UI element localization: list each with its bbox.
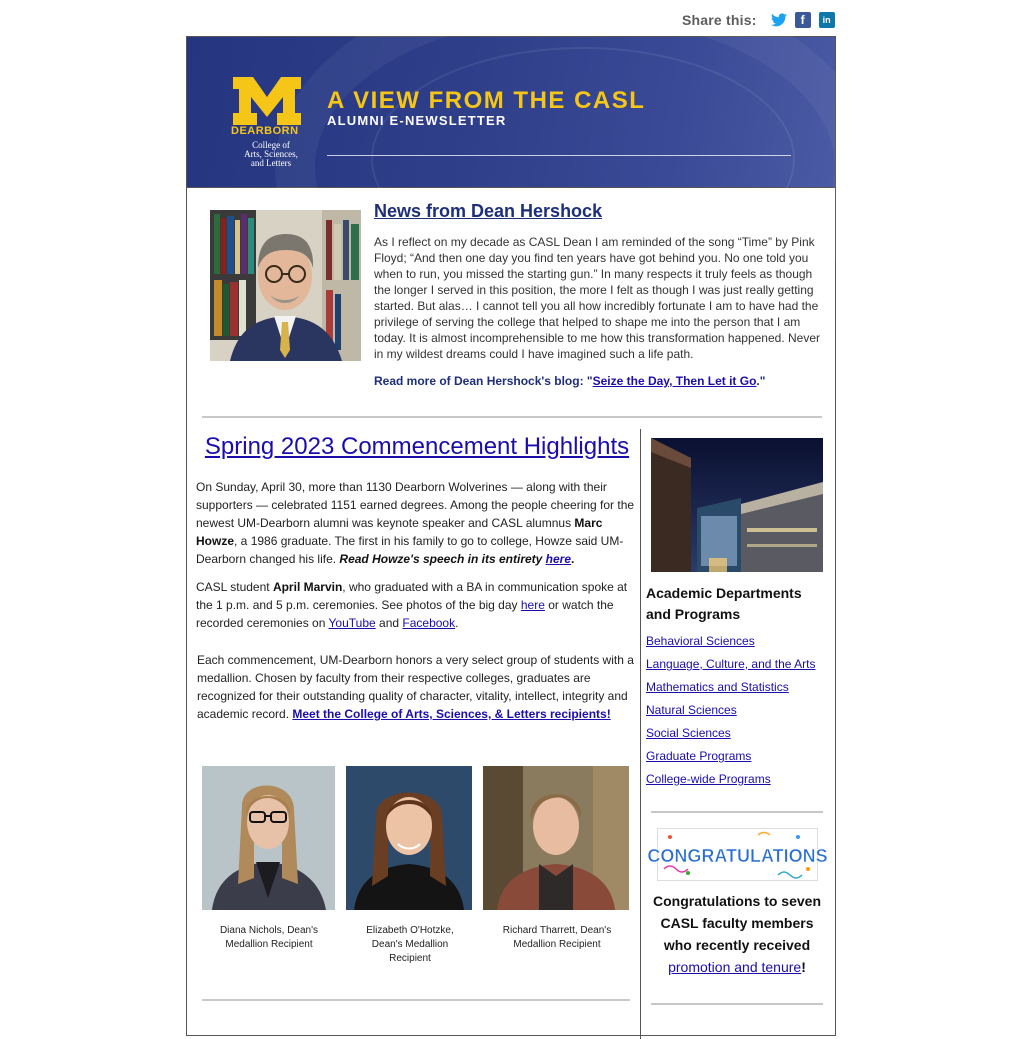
medallion-recipients-link[interactable]: Meet the College of Arts, Sciences, & Letters recipients! [292, 707, 611, 721]
logo-dearborn: DEARBORN [231, 125, 299, 137]
dean-photo [210, 210, 361, 361]
logo-college-name: College of Arts, Sciences, and Letters [244, 140, 298, 168]
dept-link-college-wide-programs[interactable]: College-wide Programs [646, 772, 771, 786]
dean-news-body: As I reflect on my decade as CASL Dean I am reminded of the song “Time” by Pink Floyd; “And then one day you find ten years have got behind you. No one told you when to run, you missed the starting gun.” In many respects it truly feels as though the longer I served in this position, the more I felt as though I was just really getting started. But alas… I cannot tell you all how incredibly fortunate I am to have had the privilege of serving the college that helped to shape me into the person that I am today. It is almost incomprehensible to me how this transformation happened. Never in my wildest dreams could I have imagined such a life path. [374, 235, 821, 361]
recipient-caption-2: Elizabeth O'Hotzke, Dean's Medallion Recipient [366, 925, 454, 964]
youtube-link[interactable]: YouTube [328, 616, 376, 630]
dept-link-language-culture-arts[interactable]: Language, Culture, and the Arts [646, 657, 816, 671]
howze-speech-link[interactable]: here [545, 552, 572, 566]
header-banner [187, 37, 835, 188]
commencement-paragraph-3: Each commencement, UM-Dearborn honors a very select group of students with a medallion. Chosen by faculty from their respective colleges, graduates are recognized for their outstanding quality of character, vitality, intellect, integrity and academic record. Meet the College of Arts, Sciences, & Letters recipients! [197, 653, 634, 721]
commencement-title-link[interactable]: Spring 2023 Commencement Highlights [204, 433, 630, 460]
recipient-photo-2 [346, 766, 472, 910]
recipient-caption-1: Diana Nichols, Dean's Medallion Recipient [219, 925, 319, 950]
departments-heading: Academic Departments and Programs [646, 585, 802, 622]
promotion-tenure-link[interactable]: promotion and tenure [668, 959, 802, 975]
divider [202, 416, 822, 418]
facebook-link[interactable]: Facebook [402, 616, 456, 630]
divider [651, 1003, 823, 1005]
dept-link-mathematics-statistics[interactable]: Mathematics and Statistics [646, 680, 789, 694]
banner-rule [327, 155, 791, 156]
photos-here-link[interactable]: here [520, 598, 545, 612]
recipient-photo-1 [202, 766, 335, 910]
share-label: Share this: [682, 12, 757, 28]
linkedin-icon[interactable]: in [819, 12, 835, 28]
recipient-photo-3 [483, 766, 629, 910]
dean-news-title-link[interactable]: News from Dean Hershock [374, 201, 603, 221]
facebook-icon[interactable]: f [795, 12, 811, 28]
block-m-logo-icon [231, 75, 303, 127]
congratulations-text: Congratulations to seven CASL faculty members who recently received promotion and tenure! [652, 893, 822, 975]
newsletter-frame [186, 36, 836, 1036]
newsletter-title: A VIEW FROM THE CASL [327, 87, 646, 114]
dean-read-more: Read more of Dean Hershock's blog: "Seize the Day, Then Let it Go." [374, 374, 766, 388]
seize-the-day-link[interactable]: Seize the Day, Then Let it Go [592, 374, 757, 388]
divider [651, 811, 823, 813]
divider [202, 999, 630, 1001]
congratulations-banner [647, 828, 828, 881]
column-divider [640, 429, 641, 1039]
dept-link-behavioral-sciences[interactable]: Behavioral Sciences [646, 634, 755, 648]
dept-link-natural-sciences[interactable]: Natural Sciences [646, 703, 737, 717]
recipient-caption-3: Richard Tharrett, Dean's Medallion Recipient [502, 925, 612, 950]
dept-link-graduate-programs[interactable]: Graduate Programs [646, 749, 752, 763]
dept-link-social-sciences[interactable]: Social Sciences [646, 726, 731, 740]
newsletter-subtitle: ALUMNI E-NEWSLETTER [327, 113, 507, 128]
commencement-paragraph-2: CASL student April Marvin, who graduated with a BA in communication spoke at the 1 p.m. and 5 p.m. ceremonies. See photos of the big day here or watch the recorded ceremonies on YouTube and Facebook. [196, 580, 628, 630]
commencement-paragraph-1: On Sunday, April 30, more than 1130 Dearborn Wolverines — along with their supporters — celebrated 1151 earned degrees. Among the people cheering for the newest UM-Dearborn alumni was keynote speaker and CASL alumnus Marc Howze, a 1986 graduate. The first in his family to go to college, Howze said UM-Dearborn changed his life. Read Howze's speech in its entirety here. [196, 480, 635, 566]
svg-text:CONGRATULATIONS: CONGRATULATIONS [647, 846, 828, 866]
campus-building-photo [651, 438, 823, 572]
departments-list [646, 633, 831, 794]
